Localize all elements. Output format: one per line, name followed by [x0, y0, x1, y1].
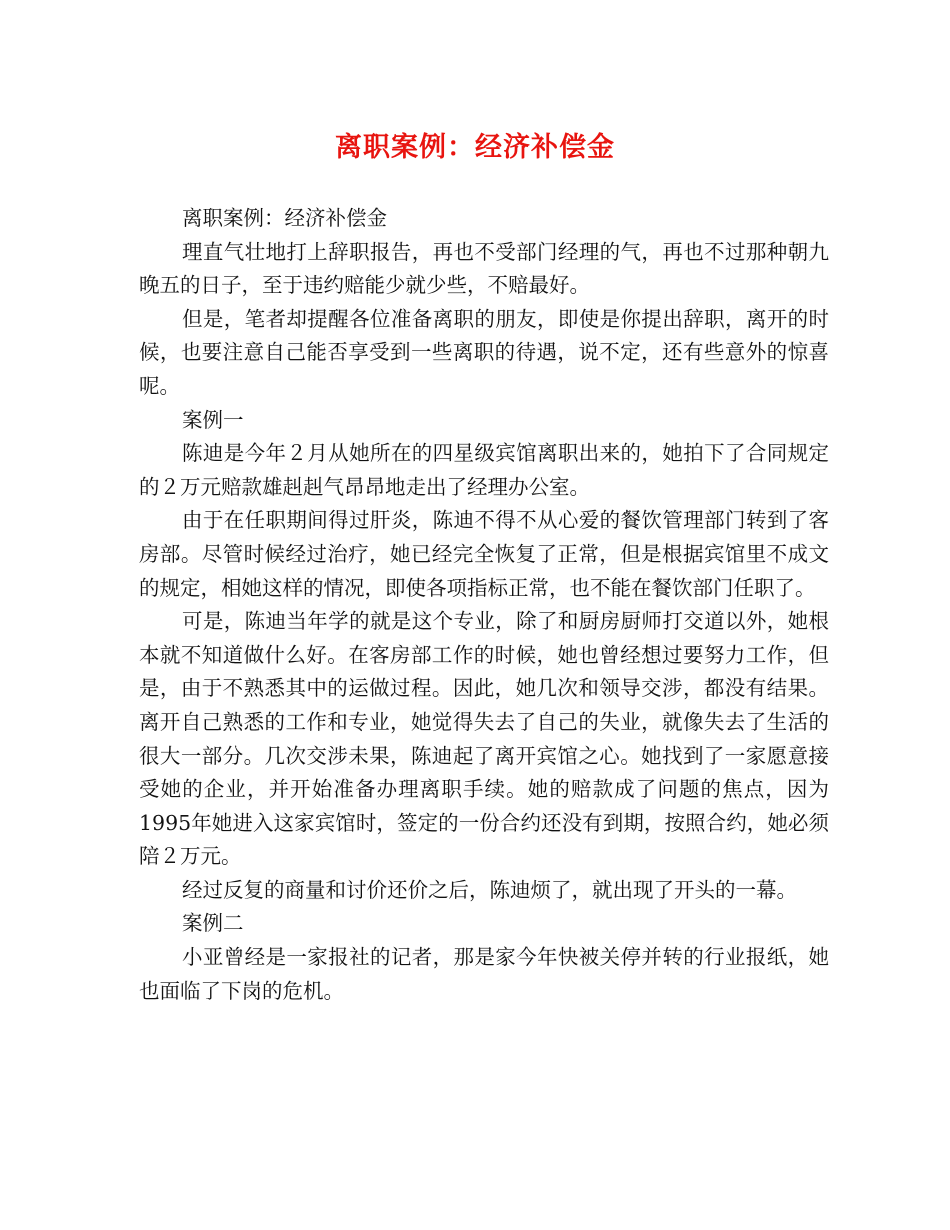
section-heading: 案例二 — [182, 911, 244, 936]
paragraph: 离职案例：经济补偿金 — [182, 206, 387, 230]
paragraph: 小亚曾经是一家报社的记者，那是家今年快被关停并转的行业报纸，她也面临了下岗的危机。 — [139, 945, 829, 1003]
paragraph: 可是，陈迪当年学的就是这个专业，除了和厨房厨师打交道以外，她根本就不知道做什么好。在客房部工作的时候，她也曾经想过要努力工作，但是，由于不熟悉其中的运做过程。因此，她几次和领导交涉，都没有结果。离开自己熟悉的工作和专业，她觉得失去了自己的失业，就像失去了生活的很大一部分。几次交涉未果，陈迪起了离开宾馆之心。她找到了一家愿意接受她的企业，并开始准备办理离职手续。她的赔款成了问题的焦点，因为1995年她进入这家宾馆时，签定的一份合约还没有到期，按照合约，她必须陪２万元。 — [139, 609, 829, 869]
paragraph: 理直气壮地打上辞职报告，再也不受部门经理的气，再也不过那种朝九晚五的日子，至于违约赔能少就少些，不赔最好。 — [139, 239, 829, 298]
paragraph: 经过反复的商量和讨价还价之后，陈迪烦了，就出现了开头的一幕。 — [182, 877, 797, 902]
paragraph: 由于在任职期间得过肝炎，陈迪不得不从心爱的餐饮管理部门转到了客房部。尽管时候经过治疗，她已经完全恢复了正常，但是根据宾馆里不成文的规定，相她这样的情况，即使各项指标正常，也不能在餐饮部门任职了。 — [139, 508, 829, 600]
paragraph: 但是，笔者却提醒各位准备离职的朋友，即使是你提出辞职，离开的时候，也要注意自己能否享受到一些离职的待遇，说不定，还有些意外的惊喜呢。 — [139, 306, 829, 398]
document-body — [139, 202, 829, 1008]
document-title: 离职案例：经济补偿金 — [335, 132, 615, 163]
paragraph: 陈迪是今年２月从她所在的四星级宾馆离职出来的，她拍下了合同规定的２万元赔款雄赳赳气昂昂地走出了经理办公室。 — [139, 441, 829, 499]
section-heading: 案例一 — [182, 407, 244, 432]
